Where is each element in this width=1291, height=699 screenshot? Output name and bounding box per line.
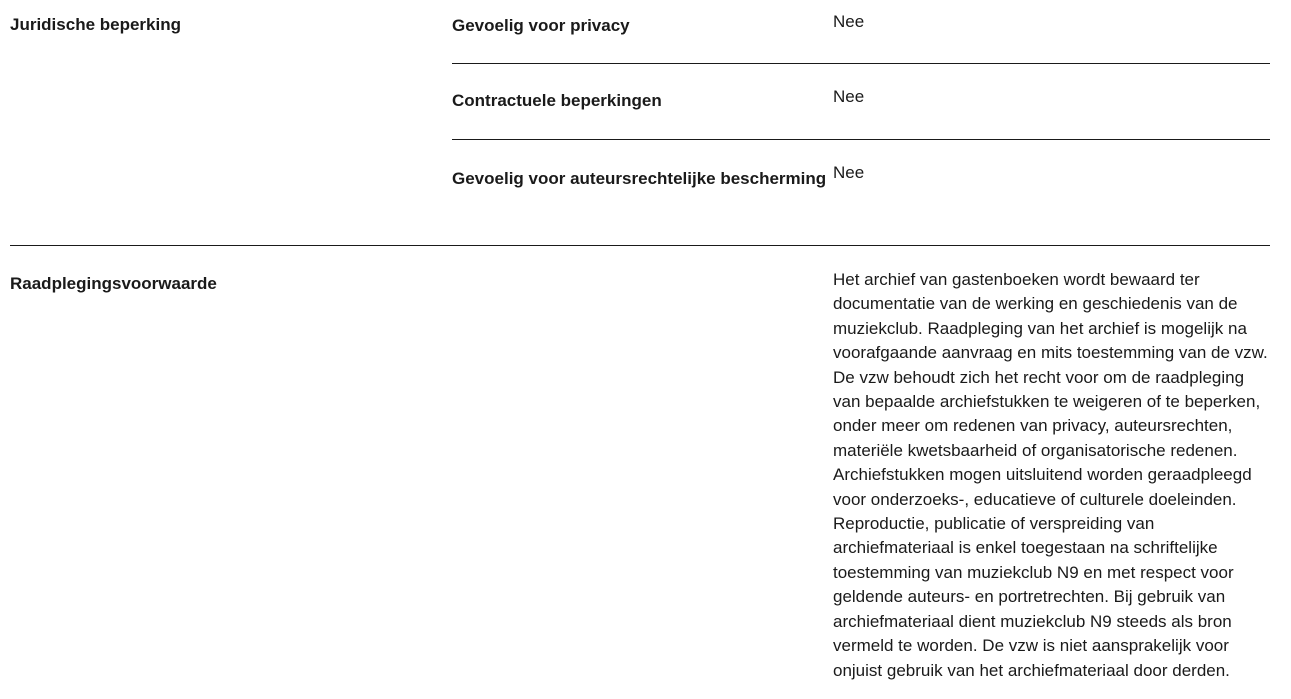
consultation-condition-label: Raadplegingsvoorwaarde — [10, 274, 217, 293]
consultation-condition-section — [10, 247, 1270, 699]
property-value-privacy: Nee — [833, 12, 865, 31]
property-row-copyright — [452, 140, 1270, 246]
property-label-contractual: Contractuele beperkingen — [452, 91, 662, 110]
property-row-contractual — [452, 64, 1270, 140]
property-row-privacy — [452, 0, 1270, 64]
section-divider — [10, 245, 1270, 246]
legal-restriction-section — [10, 0, 1270, 246]
consultation-condition-text: Het archief van gastenboeken wordt bewaard ter documentatie van de werking en geschiedenis van de muziekclub. Raadpleging van het archief is mogelijk na voorafgaande aanvraag en mits toestemming van de vzw. De vzw behoudt zich het recht voor om de raadpleging van bepaalde archiefstukken te weigeren of te beperken, onder meer om redenen van privacy, auteursrechten, materiële kwetsbaarheid of organisatorische redenen. Archiefstukken mogen uitsluitend worden geraadpleegd voor onderzoeks-, educatieve of culturele doeleinden. Reproductie, publicatie of verspreiding van archiefmateriaal is enkel toegestaan na schriftelijke toestemming van muziekclub N9 en met respect voor geldende auteurs- en portretrechten. Bij gebruik van archiefmateriaal dient muziekclub N9 steeds als bron vermeld te worden. De vzw is niet aansprakelijk voor onjuist gebruik van het archiefmateriaal door derden. — [833, 270, 1268, 680]
property-value-copyright: Nee — [833, 163, 865, 182]
legal-restriction-label: Juridische beperking — [10, 15, 181, 34]
property-value-contractual: Nee — [833, 87, 865, 106]
legal-restriction-list — [452, 0, 1270, 246]
property-label-copyright: Gevoelig voor auteursrechtelijke bescherming — [452, 169, 827, 188]
property-label-privacy: Gevoelig voor privacy — [452, 16, 630, 35]
